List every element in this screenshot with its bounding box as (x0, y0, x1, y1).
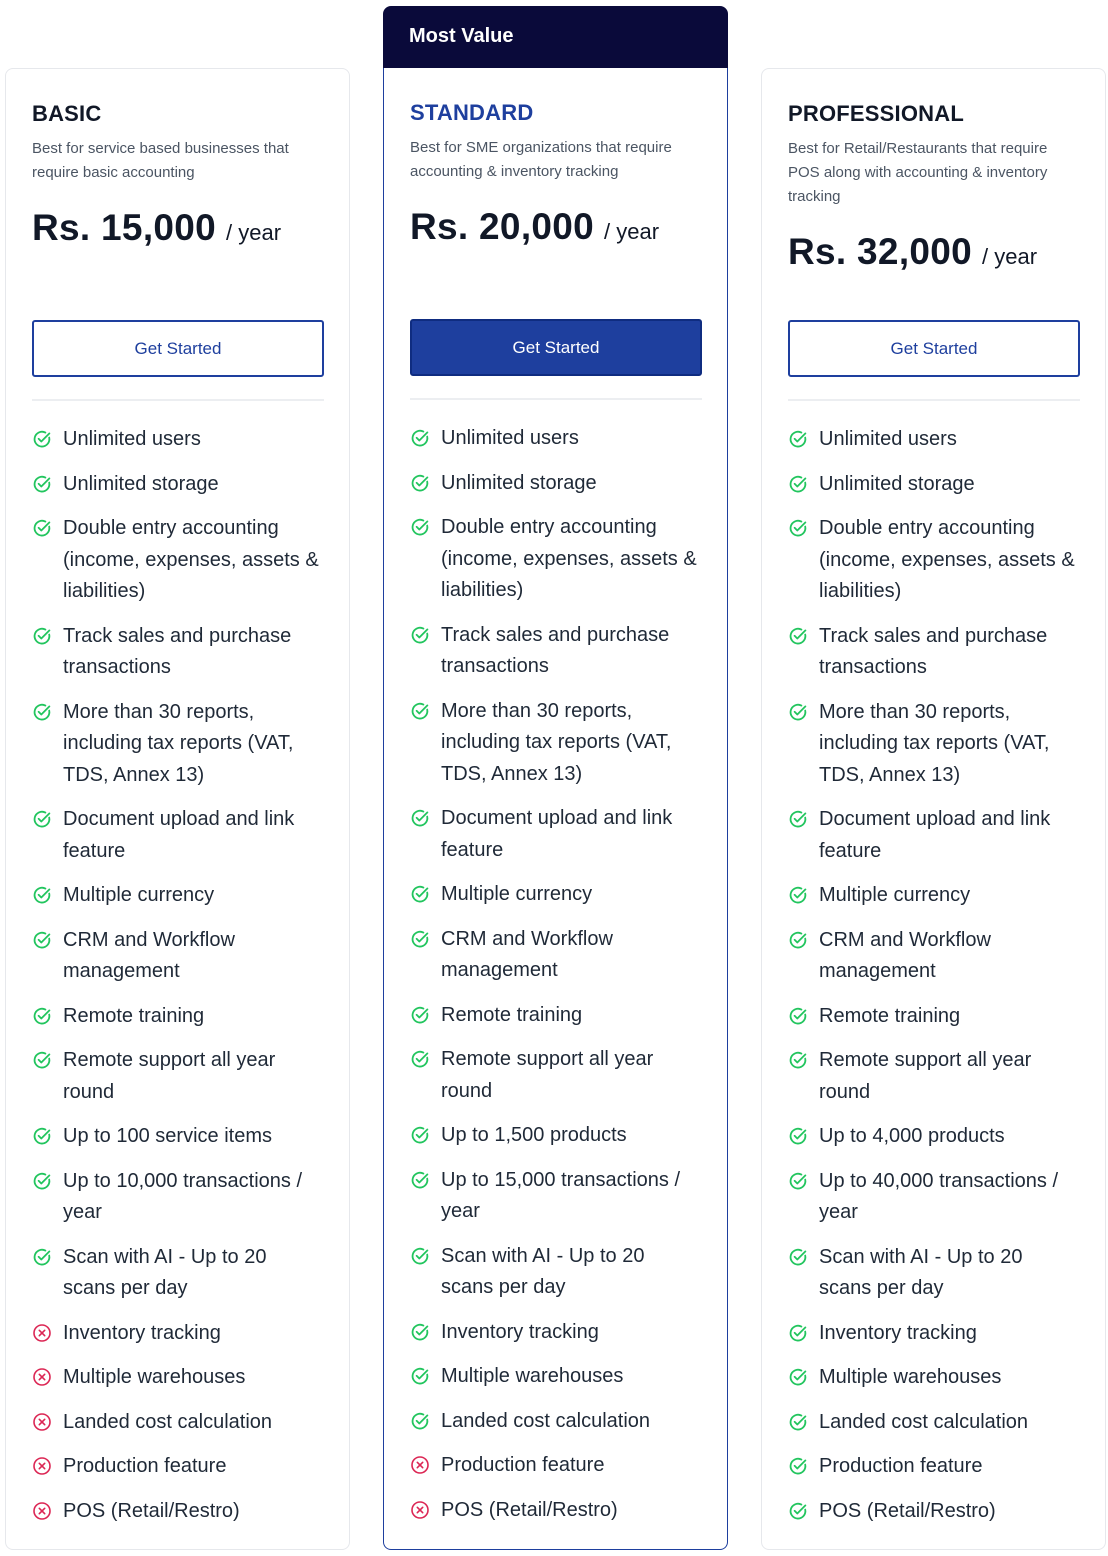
plan-price: Rs. 20,000 (410, 206, 595, 247)
feature-item (788, 1242, 1080, 1305)
check-circle-icon (410, 929, 430, 949)
feature-label: Remote support all year round (819, 1049, 1032, 1103)
check-circle-icon (410, 1322, 430, 1342)
feature-item (410, 924, 702, 987)
feature-label: CRM and Workflow management (819, 928, 991, 982)
feature-label: Up to 100 service items (63, 1125, 272, 1147)
check-circle-icon (410, 625, 430, 645)
feature-item (32, 804, 324, 867)
feature-item (410, 1165, 702, 1228)
get-started-button-standard[interactable]: Get Started (410, 319, 702, 376)
check-circle-icon (410, 1125, 430, 1145)
feature-label: Document upload and link feature (819, 808, 1051, 862)
check-circle-icon (410, 1246, 430, 1266)
feature-item (410, 803, 702, 866)
feature-item (788, 1362, 1080, 1394)
feature-label: Inventory tracking (819, 1321, 977, 1344)
price-row (788, 231, 1079, 273)
feature-item (410, 423, 702, 455)
feature-item (32, 1407, 324, 1439)
feature-label: Up to 4,000 products (819, 1125, 1005, 1147)
check-circle-icon (32, 702, 52, 722)
check-circle-icon (788, 930, 808, 950)
feature-item (788, 1318, 1080, 1350)
plan-card-basic (5, 68, 350, 1550)
feature-list (788, 424, 1080, 1540)
feature-label: Remote training (819, 1004, 961, 1027)
check-circle-icon (410, 701, 430, 721)
plan-price: Rs. 15,000 (32, 207, 217, 248)
feature-item (32, 1166, 324, 1229)
feature-label: Production feature (441, 1454, 605, 1476)
plan-name: BASIC (32, 101, 102, 126)
check-circle-icon (32, 1247, 52, 1267)
check-circle-icon (788, 518, 808, 538)
check-circle-icon (410, 517, 430, 537)
check-circle-icon (788, 702, 808, 722)
feature-item (788, 925, 1080, 988)
check-circle-icon (788, 429, 808, 449)
feature-label: Up to 10,000 transactions / year (63, 1169, 303, 1223)
feature-item (410, 1450, 702, 1482)
feature-label: More than 30 reports, including tax reports (VAT, TDS, Annex 13) (63, 700, 294, 786)
check-circle-icon (32, 1126, 52, 1146)
feature-item (410, 879, 702, 911)
feature-item (788, 1451, 1080, 1483)
divider (32, 399, 324, 401)
feature-label: Multiple currency (819, 884, 971, 906)
feature-item (32, 1001, 324, 1033)
feature-item (410, 1495, 702, 1527)
feature-label: Double entry accounting (income, expenses, assets & liabilities) (63, 517, 319, 602)
feature-item (788, 1121, 1080, 1153)
feature-item (788, 1166, 1080, 1229)
feature-label: POS (Retail/Restro) (441, 1498, 618, 1521)
feature-item (410, 468, 702, 500)
check-circle-icon (788, 474, 808, 494)
feature-label: Up to 40,000 transactions / year (819, 1169, 1059, 1223)
feature-item (32, 621, 324, 684)
feature-item (410, 696, 702, 791)
check-circle-icon (788, 1367, 808, 1387)
feature-label: Remote support all year round (63, 1049, 276, 1103)
feature-label: Unlimited users (63, 428, 201, 450)
feature-item (32, 1318, 324, 1350)
feature-label: Multiple warehouses (819, 1366, 1002, 1388)
price-period: / year (604, 219, 660, 244)
feature-item (32, 1045, 324, 1108)
feature-label: Up to 1,500 products (441, 1124, 627, 1146)
check-circle-icon (32, 429, 52, 449)
feature-label: Remote training (63, 1004, 205, 1027)
check-circle-icon (410, 1170, 430, 1190)
check-circle-icon (32, 1171, 52, 1191)
feature-label: POS (Retail/Restro) (63, 1499, 240, 1522)
check-circle-icon (788, 1323, 808, 1343)
feature-item (32, 880, 324, 912)
plan-name: STANDARD (410, 100, 534, 125)
check-circle-icon (788, 1501, 808, 1521)
x-circle-icon (32, 1456, 52, 1476)
feature-label: Landed cost calculation (819, 1410, 1029, 1433)
plan-description: Best for SME organizations that require accounting & inventory tracking (410, 139, 672, 180)
feature-item (788, 513, 1080, 608)
feature-label: More than 30 reports, including tax reports (VAT, TDS, Annex 13) (441, 699, 672, 785)
feature-item (410, 620, 702, 683)
price-period: / year (982, 244, 1038, 269)
x-circle-icon (32, 1501, 52, 1521)
plan-description: Best for service based businesses that require basic accounting (32, 140, 289, 181)
feature-label: Multiple currency (441, 883, 593, 905)
check-circle-icon (32, 930, 52, 950)
check-circle-icon (788, 1006, 808, 1026)
feature-label: Document upload and link feature (441, 807, 673, 861)
check-circle-icon (32, 474, 52, 494)
feature-label: Scan with AI - Up to 20 scans per day (63, 1245, 267, 1299)
x-circle-icon (32, 1412, 52, 1432)
feature-label: Remote training (441, 1003, 583, 1026)
feature-label: Scan with AI - Up to 20 scans per day (441, 1244, 645, 1298)
check-circle-icon (32, 1006, 52, 1026)
feature-item (32, 424, 324, 456)
feature-item (32, 513, 324, 608)
check-circle-icon (32, 1050, 52, 1070)
feature-item (32, 469, 324, 501)
check-circle-icon (410, 884, 430, 904)
x-circle-icon (32, 1323, 52, 1343)
get-started-button-professional[interactable]: Get Started (788, 320, 1080, 377)
divider (788, 399, 1080, 401)
feature-item (788, 621, 1080, 684)
feature-label: Production feature (63, 1455, 227, 1477)
check-circle-icon (410, 1005, 430, 1025)
feature-label: Landed cost calculation (441, 1409, 651, 1432)
check-circle-icon (788, 626, 808, 646)
feature-label: Track sales and purchase transactions (63, 624, 292, 678)
check-circle-icon (788, 1456, 808, 1476)
feature-item (32, 697, 324, 792)
feature-list (410, 423, 702, 1539)
feature-label: Inventory tracking (63, 1321, 221, 1344)
feature-label: Unlimited storage (441, 471, 597, 494)
x-circle-icon (410, 1500, 430, 1520)
feature-label: Unlimited storage (819, 472, 975, 495)
feature-label: Scan with AI - Up to 20 scans per day (819, 1245, 1023, 1299)
feature-label: Multiple currency (63, 884, 215, 906)
get-started-button-basic[interactable]: Get Started (32, 320, 324, 377)
feature-item (410, 1044, 702, 1107)
check-circle-icon (788, 1050, 808, 1070)
price-row (410, 206, 701, 248)
check-circle-icon (410, 473, 430, 493)
feature-label: Double entry accounting (income, expenses, assets & liabilities) (441, 516, 697, 601)
check-circle-icon (410, 808, 430, 828)
feature-item (788, 804, 1080, 867)
feature-label: CRM and Workflow management (63, 928, 235, 982)
feature-item (32, 1496, 324, 1528)
check-circle-icon (410, 1411, 430, 1431)
feature-label: More than 30 reports, including tax reports (VAT, TDS, Annex 13) (819, 700, 1050, 786)
divider (410, 398, 702, 400)
feature-label: Unlimited storage (63, 472, 219, 495)
feature-label: POS (Retail/Restro) (819, 1499, 996, 1522)
feature-label: Double entry accounting (income, expenses, assets & liabilities) (819, 517, 1075, 602)
feature-label: Remote support all year round (441, 1048, 654, 1102)
check-circle-icon (788, 885, 808, 905)
feature-item (32, 1242, 324, 1305)
plan-name: PROFESSIONAL (788, 101, 964, 126)
plan-card-standard (383, 68, 728, 1550)
feature-label: CRM and Workflow management (441, 927, 613, 981)
feature-label: Multiple warehouses (441, 1365, 624, 1387)
x-circle-icon (32, 1367, 52, 1387)
feature-label: Track sales and purchase transactions (819, 624, 1048, 678)
feature-item (788, 880, 1080, 912)
check-circle-icon (788, 1247, 808, 1267)
feature-item (410, 1406, 702, 1438)
check-circle-icon (788, 1412, 808, 1432)
check-circle-icon (410, 428, 430, 448)
feature-item (788, 424, 1080, 456)
feature-item (32, 1451, 324, 1483)
feature-label: Multiple warehouses (63, 1366, 246, 1388)
check-circle-icon (788, 1126, 808, 1146)
check-circle-icon (32, 626, 52, 646)
feature-label: Landed cost calculation (63, 1410, 273, 1433)
x-circle-icon (410, 1455, 430, 1475)
check-circle-icon (410, 1366, 430, 1386)
feature-item (788, 1407, 1080, 1439)
feature-label: Unlimited users (441, 427, 579, 449)
price-period: / year (226, 220, 282, 245)
check-circle-icon (410, 1049, 430, 1069)
feature-label: Track sales and purchase transactions (441, 623, 670, 677)
plan-price: Rs. 32,000 (788, 231, 973, 272)
feature-item (410, 1000, 702, 1032)
feature-item (788, 1496, 1080, 1528)
feature-item (788, 1045, 1080, 1108)
feature-item (788, 697, 1080, 792)
feature-item (410, 1317, 702, 1349)
plan-card-professional (761, 68, 1106, 1550)
feature-item (410, 1241, 702, 1304)
feature-label: Inventory tracking (441, 1320, 599, 1343)
feature-item (410, 1120, 702, 1152)
check-circle-icon (32, 809, 52, 829)
feature-item (410, 1361, 702, 1393)
check-circle-icon (788, 809, 808, 829)
check-circle-icon (32, 518, 52, 538)
feature-item (788, 1001, 1080, 1033)
feature-label: Up to 15,000 transactions / year (441, 1168, 681, 1222)
feature-label: Document upload and link feature (63, 808, 295, 862)
feature-list (32, 424, 324, 1540)
feature-item (410, 512, 702, 607)
feature-label: Unlimited users (819, 428, 957, 450)
banner-label: Most Value (409, 25, 514, 47)
feature-label: Production feature (819, 1455, 983, 1477)
price-row (32, 207, 323, 249)
plan-description: Best for Retail/Restaurants that require POS along with accounting & inventory tracking (788, 140, 1048, 205)
most-value-banner (383, 6, 728, 68)
check-circle-icon (788, 1171, 808, 1191)
feature-item (32, 1362, 324, 1394)
feature-item (32, 925, 324, 988)
check-circle-icon (32, 885, 52, 905)
feature-item (788, 469, 1080, 501)
feature-item (32, 1121, 324, 1153)
